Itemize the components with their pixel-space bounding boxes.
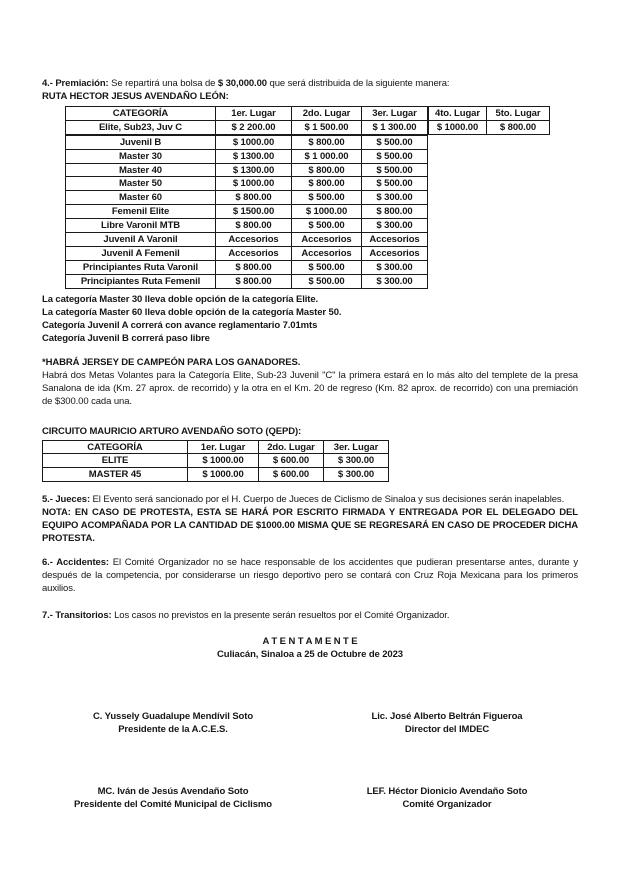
circuito-header-1er: 1er. Lugar xyxy=(188,440,259,454)
signature-title: Presidente del Comité Municipal de Ciclismo xyxy=(74,799,272,811)
cell-category: Master 60 xyxy=(66,191,216,205)
ruta-header-2do: 2do. Lugar xyxy=(292,107,362,121)
section7-text: Los casos no previstos en la presente serán resueltos por el Comité Organizador. xyxy=(111,610,450,622)
cell-prize: $ 2 200.00 xyxy=(216,120,292,134)
cell-prize: $ 1000.00 xyxy=(216,177,292,191)
table-row xyxy=(66,274,428,288)
cell-prize: Accesorios xyxy=(292,233,362,247)
cell-category: Juvenil A Femenil xyxy=(66,246,216,260)
cell-prize: $ 500.00 xyxy=(362,149,428,163)
signature-avendano-hector xyxy=(316,785,578,811)
table-row xyxy=(66,163,428,177)
section4-text-a: Se repartirá una bolsa de xyxy=(108,78,218,89)
cell-prize: $ 800.00 xyxy=(216,191,292,205)
table-row xyxy=(66,120,428,134)
cell-category: Juvenil B xyxy=(66,135,216,149)
cell-prize: $ 1000.00 xyxy=(188,468,259,482)
cell-category: Master 30 xyxy=(66,149,216,163)
table-row xyxy=(66,135,428,149)
circuito-header-row xyxy=(43,440,389,454)
table-row xyxy=(66,233,428,247)
category-notes xyxy=(42,293,578,345)
ruta-header-categoria: CATEGORÍA xyxy=(66,107,216,121)
closing-dateline: Culiacán, Sinaloa a 25 de Octubre de 2023 xyxy=(217,649,403,661)
note-line: La categoría Master 60 lleva doble opción de la categoría Master 50. xyxy=(42,306,342,318)
closing-block xyxy=(42,635,578,661)
cell-prize: $ 800.00 xyxy=(216,219,292,233)
ruta-prize-tables xyxy=(65,106,578,289)
cell-category: Master 50 xyxy=(66,177,216,191)
nota-protesta: NOTA: EN CASO DE PROTESTA, ESTA SE HARÁ POR ESCRITO FIRMADA Y ENTREGADA POR EL DELEGADO DEL EQUIPO ACOMPAÑADA POR LA CANTIDAD DE $1000.00 MISMA QUE SE REGRESARÁ EN CASO DE PROCEDER DICHA PROTESTA. xyxy=(42,507,578,545)
closing-salutation: A T E N T A M E N T E xyxy=(262,636,358,648)
table-row xyxy=(66,177,428,191)
section4-label: 4.- Premiación: xyxy=(42,78,109,89)
cell-prize: $ 500.00 xyxy=(292,219,362,233)
signature-title: Director del IMDEC xyxy=(404,724,490,736)
cell-category: MASTER 45 xyxy=(43,468,188,482)
cell-prize: Accesorios xyxy=(216,246,292,260)
cell-prize: $ 1000.00 xyxy=(292,205,362,219)
cell-category: ELITE xyxy=(43,454,188,468)
cell-category: Principiantes Ruta Varonil xyxy=(66,260,216,274)
cell-prize: $ 800.00 xyxy=(487,120,550,134)
cell-prize: $ 600.00 xyxy=(259,454,324,468)
cell-prize: Accesorios xyxy=(362,233,428,247)
cell-category: Femenil Elite xyxy=(66,205,216,219)
route-title: RUTA HECTOR JESUS AVENDAÑO LEÓN: xyxy=(42,91,229,102)
table-row xyxy=(66,149,428,163)
ruta-prize-table xyxy=(65,106,428,289)
ruta-extra-header-row xyxy=(429,107,550,121)
section5-label: 5.- Jueces: xyxy=(42,494,91,506)
circuit-title: CIRCUITO MAURICIO ARTURO AVENDAÑO SOTO (QEPD): xyxy=(42,425,302,437)
ruta-header-5to: 5to. Lugar xyxy=(487,107,550,121)
cell-prize: $ 1 000.00 xyxy=(292,149,362,163)
section7-transitorios xyxy=(42,609,578,622)
ruta-header-1er: 1er. Lugar xyxy=(216,107,292,121)
jersey-paragraph: Habrá dos Metas Volantes para la Categoría Elite, Sub-23 Juvenil "C" la primera estará en lo más alto del templete de la presa Sanalona de ida (Km. 27 aprox. de recorrido) y la otra en el Km. 20 de regreso (Km. 82 aprox. de recorrido) con una premiación de $300.00 cada una. xyxy=(42,369,578,407)
signature-row-1 xyxy=(42,710,578,736)
circuito-header-2do: 2do. Lugar xyxy=(259,440,324,454)
cell-prize: $ 800.00 xyxy=(292,135,362,149)
note-line: Categoría Juvenil B correrá paso libre xyxy=(42,332,210,344)
circuito-prize-table xyxy=(42,440,389,483)
cell-prize: $ 500.00 xyxy=(362,135,428,149)
table-row xyxy=(66,246,428,260)
circuito-header-3er: 3er. Lugar xyxy=(324,440,389,454)
cell-prize: $ 500.00 xyxy=(292,274,362,288)
cell-prize: $ 500.00 xyxy=(292,191,362,205)
signature-name: Lic. José Alberto Beltrán Figueroa xyxy=(371,711,523,723)
section4-amount: $ 30,000.00 xyxy=(217,78,267,89)
circuito-header-categoria: CATEGORÍA xyxy=(43,440,188,454)
cell-prize: $ 1 500.00 xyxy=(292,120,362,134)
note-line: Categoría Juvenil A correrá con avance reglamentario 7.01mts xyxy=(42,319,318,331)
cell-prize: $ 800.00 xyxy=(362,205,428,219)
cell-prize: $ 500.00 xyxy=(362,177,428,191)
cell-category: Master 40 xyxy=(66,163,216,177)
cell-prize: $ 1000.00 xyxy=(188,454,259,468)
section5-jueces xyxy=(42,493,578,506)
table-row xyxy=(43,454,389,468)
signature-mendivil xyxy=(42,710,304,736)
cell-prize: $ 500.00 xyxy=(292,260,362,274)
cell-prize: $ 300.00 xyxy=(362,260,428,274)
signature-title: Presidente de la A.C.E.S. xyxy=(118,724,228,736)
cell-prize: $ 300.00 xyxy=(362,219,428,233)
cell-prize: $ 300.00 xyxy=(324,454,389,468)
cell-prize: $ 500.00 xyxy=(362,163,428,177)
cell-prize: $ 800.00 xyxy=(216,274,292,288)
cell-prize: Accesorios xyxy=(216,233,292,247)
cell-category: Elite, Sub23, Juv C xyxy=(66,120,216,134)
ruta-header-3er: 3er. Lugar xyxy=(362,107,428,121)
table-row xyxy=(66,191,428,205)
table-row xyxy=(66,219,428,233)
table-row xyxy=(429,120,550,134)
signature-avendano-ivan xyxy=(42,785,304,811)
cell-prize: $ 1000.00 xyxy=(216,135,292,149)
section5-text: El Evento será sancionado por el H. Cuerpo de Jueces de Ciclismo de Sinaloa y sus decisiones serán inapelables. xyxy=(90,494,565,506)
document-content xyxy=(42,77,578,811)
section6-text: El Comité Organizador no se hace responsable de los accidentes que pudieran presentarse antes, durante y después de la competencia, por considerarse un riesgo deportivo pero se contará con Cruz Roja Mexicana para los primeros auxilios. xyxy=(42,557,578,595)
signature-title: Comité Organizador xyxy=(402,799,492,811)
ruta-header-4to: 4to. Lugar xyxy=(429,107,487,121)
cell-prize: $ 300.00 xyxy=(362,191,428,205)
cell-prize: $ 1300.00 xyxy=(216,163,292,177)
cell-prize: $ 1500.00 xyxy=(216,205,292,219)
section6-accidentes xyxy=(42,556,578,595)
section6-label: 6.- Accidentes: xyxy=(42,557,109,569)
cell-prize: $ 300.00 xyxy=(324,468,389,482)
ruta-header-row xyxy=(66,107,428,121)
cell-prize: $ 300.00 xyxy=(362,274,428,288)
cell-prize: $ 800.00 xyxy=(216,260,292,274)
cell-prize: $ 1 300.00 xyxy=(362,120,428,134)
note-line: La categoría Master 30 lleva doble opción de la categoría Elite. xyxy=(42,293,319,305)
signature-name: LEF. Héctor Dionicio Avendaño Soto xyxy=(366,786,528,798)
section7-label: 7.- Transitorios: xyxy=(42,610,112,622)
cell-prize: $ 1300.00 xyxy=(216,149,292,163)
jersey-heading: *HABRÁ JERSEY DE CAMPEÓN PARA LOS GANADORES. xyxy=(42,356,301,368)
cell-category: Libre Varonil MTB xyxy=(66,219,216,233)
cell-category: Principiantes Ruta Femenil xyxy=(66,274,216,288)
cell-prize: $ 800.00 xyxy=(292,177,362,191)
cell-prize: $ 800.00 xyxy=(292,163,362,177)
signature-name: C. Yussely Guadalupe Mendívil Soto xyxy=(92,711,254,723)
cell-category: Juvenil A Varonil xyxy=(66,233,216,247)
signature-beltran xyxy=(316,710,578,736)
ruta-prize-table-extra-places xyxy=(428,106,550,135)
table-row xyxy=(66,260,428,274)
cell-prize: $ 600.00 xyxy=(259,468,324,482)
cell-prize: Accesorios xyxy=(362,246,428,260)
signature-name: MC. Iván de Jesús Avendaño Soto xyxy=(97,786,249,798)
signature-row-2 xyxy=(42,785,578,811)
section4-intro xyxy=(42,77,578,90)
table-row xyxy=(66,205,428,219)
table-row xyxy=(43,468,389,482)
section4-text-b: que será distribuida de la siguiente manera: xyxy=(266,78,450,89)
cell-prize: Accesorios xyxy=(292,246,362,260)
cell-prize: $ 1000.00 xyxy=(429,120,487,134)
